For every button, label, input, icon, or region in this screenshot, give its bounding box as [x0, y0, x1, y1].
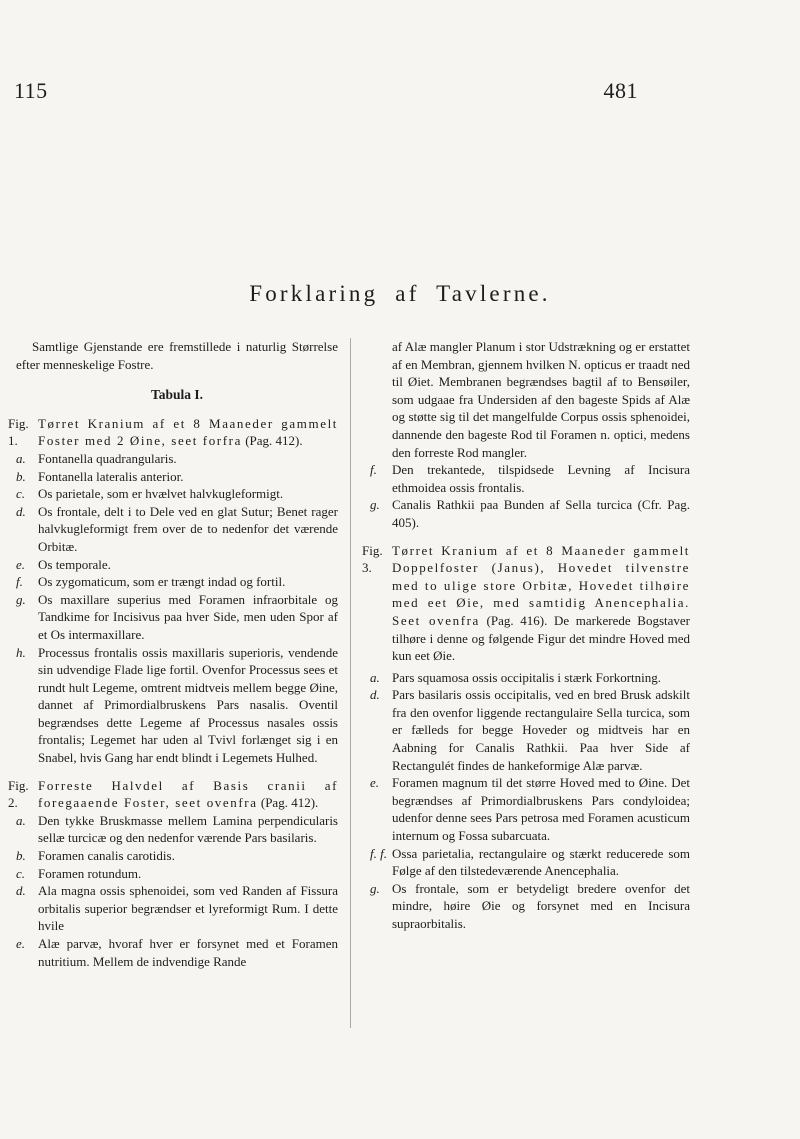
item-text: Pars basilaris ossis occipitalis, ved en bred Brusk adskilt fra den ovenfor liggende rectangulaire Sella turcica, som er fælleds for begge Hoveder og midtveis har en Aabning for Canalis Rathkii. Paa hver Side af Rectangulét findes de hankeformige Alæ parvæ.: [392, 687, 690, 773]
item-text: Fontanella quadrangularis.: [38, 450, 177, 466]
list-item: [16, 485, 338, 503]
page-title: Forklaring af Tavlerne.: [249, 281, 551, 306]
item-label: a.: [16, 812, 26, 828]
figure-label: Fig. 1.: [8, 415, 29, 449]
item-text: Processus frontalis ossis maxillaris superioris, vendende sin udvendige Flade lige fortil. Ovenfor Processus sees et rundt hult Legeme, omtrent midtveis mellem begge Øine, dannet af Primordialbruskens Pars nasalis. Oventil begrændses dette Legeme af Processus nasales ossis frontalis; Legemet har uden al Tvivl forlænget sig i en Snabel, hvis Gang har endt blindt i Legemets Hulhed.: [38, 644, 338, 766]
page-number-left: 115: [14, 78, 48, 103]
item-text: Os zygomaticum, som er trængt indad og fortil.: [38, 574, 286, 590]
figure-caption-spaced: Tørret Kranium af et 8 Maaneder gammelt Doppelfoster (Janus), Hovedet tilvenstre med to ulige store Orbitæ, Hovedet tilhøire med eet Øie, med samtidig Anencephalia. Seet ovenfra: [392, 542, 690, 628]
item-text: Os frontale, delt i to Dele ved en glat Sutur; Benet rager halvkugleformigt frem over de to nedenfor det værende Orbitæ.: [38, 503, 338, 554]
figure-caption: [392, 542, 690, 665]
item-label: a.: [370, 669, 380, 685]
item-label: f.: [370, 462, 377, 478]
figure-caption-spaced: Tørret Kranium af et 8 Maaneder gammelt Foster med 2 Øine, seet forfra: [38, 415, 338, 449]
figure-entry: [8, 415, 338, 450]
list-item: [370, 880, 690, 933]
item-label: d.: [16, 883, 26, 899]
item-text: Foramen rotundum.: [38, 865, 142, 881]
list-item: [16, 468, 338, 486]
item-text: Os temporale.: [38, 556, 111, 572]
figure-entry: [8, 777, 338, 812]
item-text: Fontanella lateralis anterior.: [38, 468, 184, 484]
figure-caption: [38, 415, 338, 450]
figure-caption-ref: (Pag. 412).: [241, 433, 303, 449]
list-item: [16, 556, 338, 574]
list-item: [370, 686, 690, 774]
continuation-text: af Alæ mangler Planum i stor Udstrækning og er erstattet af en Membran, gjennem hvilken N. opticus er traadt ned til Øiet. Membranen begrændses bagtil af to Bensøiler, som udgaae fra Undersiden af den bageste Spids af Alæ og støtte sig til det mangelfulde Corpus ossis sphenoidei, dannende den bageste Rod til Foramen n. optici, medens den forreste Rod mangler.: [392, 339, 690, 460]
item-label: e.: [370, 775, 380, 791]
item-text: Den trekantede, tilspidsede Levning af Incisura ethmoidea ossis frontalis.: [392, 462, 690, 495]
figure-caption: [38, 777, 338, 812]
figure-label: Fig. 3.: [362, 542, 383, 576]
column-divider: [350, 338, 351, 1028]
list-item: [370, 669, 690, 687]
list-item: [16, 591, 338, 644]
figure-caption-ref: (Pag. 412).: [257, 795, 319, 811]
item-label: c.: [16, 865, 26, 881]
item-label: g.: [370, 880, 380, 896]
item-text: Alæ parvæ, hvoraf hver er forsynet med et Foramen nutritium. Mellem de indvendige Rande: [38, 936, 338, 969]
item-text: Den tykke Bruskmasse mellem Lamina perpendicularis sellæ turcicæ og den nedenfor værende Pars basilaris.: [38, 812, 338, 846]
item-label: e.: [16, 556, 26, 572]
intro-paragraph: Samtlige Gjenstande ere fremstillede i naturlig Størrelse efter menneskelige Fostre.: [16, 339, 338, 372]
item-text: Os frontale, som er betydeligt bredere ovenfor det mindre, høire Øie og forsynet med en Incisura supraorbitalis.: [392, 880, 690, 931]
item-label: g.: [370, 497, 380, 513]
list-item: [16, 503, 338, 556]
list-item: [16, 865, 338, 883]
list-item: [370, 496, 690, 531]
figure-label: Fig. 2.: [8, 777, 29, 811]
list-item: [370, 461, 690, 496]
list-item: [16, 812, 338, 847]
item-text: Foramen magnum til det større Hoved med to Øine. Det begrændses af Primordialbruskens Pars condyloidea; udenfor denne sees Pars petrosa med Foramen acusticum internum og Fossa subarcuata.: [392, 775, 690, 844]
item-label: e.: [16, 936, 26, 951]
list-item: [370, 774, 690, 844]
right-column: [362, 338, 690, 933]
list-item: [16, 935, 338, 970]
figure-caption-ref: (Pag. 416). De markerede Bogstaver tilhøre i denne og følgende Figur det mindre Hoved med kun eet Øie.: [392, 612, 690, 664]
item-text: Os maxillare superius med Foramen infraorbitale og Tandkime for Incisivus paa hver Side, men uden Spor af et Os intermaxillare.: [38, 591, 338, 642]
item-label: c.: [16, 486, 26, 502]
item-text: Canalis Rathkii paa Bunden af Sella turcica (Cfr. Pag. 405).: [392, 497, 690, 530]
item-label: a.: [16, 450, 26, 466]
tabula-heading: Tabula I.: [150, 387, 204, 403]
list-item: [16, 644, 338, 767]
list-item: [16, 573, 338, 591]
item-text: Ala magna ossis sphenoidei, som ved Randen af Fissura orbitalis superior begrændser et lyreformigt Rum. I dette hvile: [38, 883, 338, 934]
list-item: [16, 882, 338, 935]
item-text: Os parietale, som er hvælvet halvkugleformigt.: [38, 486, 284, 502]
item-text: Ossa parietalia, rectangulaire og stærkt reducerede som Følge af den tilstedeværende Anencephalia.: [392, 845, 690, 879]
item-label: d.: [16, 503, 26, 519]
item-text: Foramen canalis carotidis.: [38, 848, 175, 864]
item-label: h.: [16, 644, 26, 660]
continuation-paragraph: [370, 338, 690, 461]
item-label: b.: [16, 848, 26, 864]
figure-entry: [362, 542, 690, 665]
page-number-right: 481: [603, 78, 638, 103]
left-column: [8, 338, 338, 970]
list-item: [370, 845, 690, 880]
item-text: Pars squamosa ossis occipitalis i stærk Forkortning.: [392, 669, 662, 685]
item-label: f.: [16, 574, 23, 590]
item-label: f. f.: [370, 845, 387, 861]
item-label: b.: [16, 468, 26, 484]
list-item: [16, 847, 338, 865]
list-item: [16, 450, 338, 468]
figure-caption-spaced: Forreste Halvdel af Basis cranii af foregaaende Foster, seet ovenfra: [38, 777, 338, 811]
item-label: d.: [370, 687, 380, 703]
item-label: g.: [16, 591, 26, 607]
